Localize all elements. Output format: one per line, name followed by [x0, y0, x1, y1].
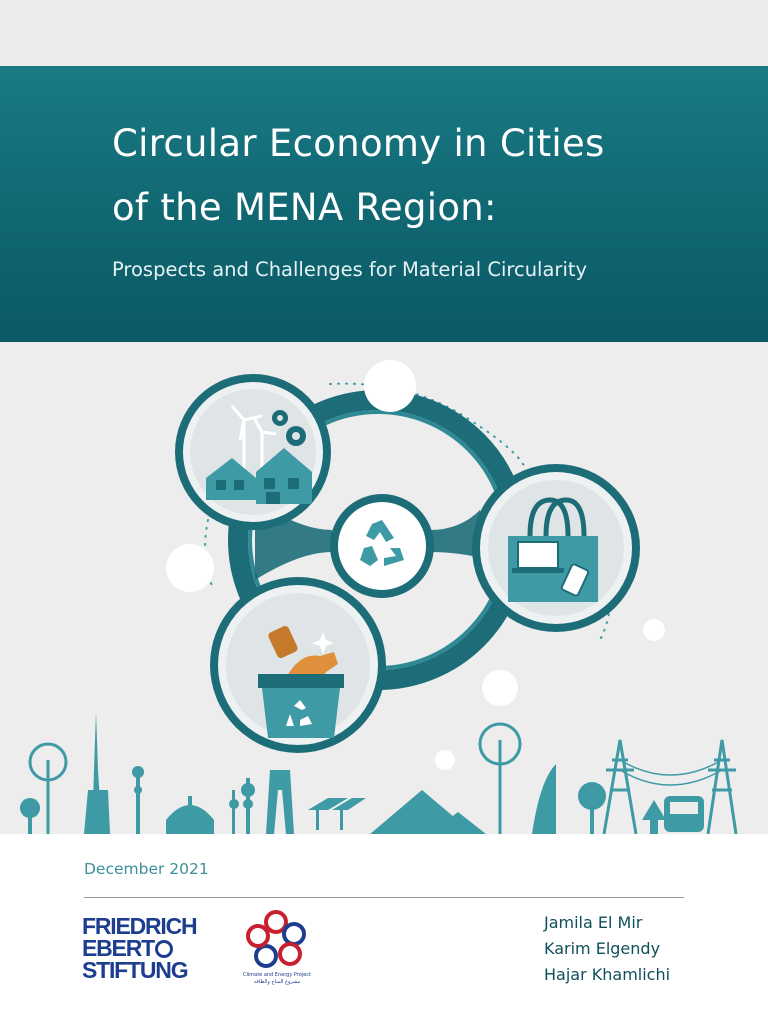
logo-line-2: EBERT	[82, 937, 222, 959]
cover-title	[112, 112, 712, 240]
author-name: Hajar Khamlichi	[544, 965, 671, 984]
cover-footer	[0, 834, 768, 1024]
footer-divider	[84, 897, 684, 898]
shopping-bag-laptop-phone-icon	[472, 464, 640, 632]
recycling-bin-bottle-can-icon	[210, 577, 386, 753]
circular-economy-illustration	[0, 342, 768, 834]
climate-energy-project-emblem-icon	[236, 906, 318, 986]
logo-line-3: STIFTUNG	[82, 957, 188, 983]
partner-logo-caption-arabic: مشروع المناخ والطاقة	[253, 979, 301, 985]
top-margin	[0, 0, 768, 66]
climate-energy-project-logo	[236, 906, 318, 986]
cover-subtitle: Prospects and Challenges for Material Circularity	[112, 258, 588, 281]
logo-circle-icon	[155, 940, 173, 958]
title-line-1: Circular Economy in Cities	[112, 122, 605, 165]
city-skyline-icon	[20, 712, 736, 834]
logo-line-1: FRIEDRICH	[82, 913, 197, 939]
friedrich-ebert-stiftung-logo	[82, 915, 222, 981]
recycle-icon	[330, 494, 434, 598]
houses-wind-turbine-icon	[175, 374, 331, 530]
author-list	[544, 910, 670, 988]
publication-date: December 2021	[84, 860, 209, 878]
title-line-2: of the MENA Region:	[112, 186, 497, 229]
author-name: Karim Elgendy	[544, 939, 661, 958]
author-name: Jamila El Mir	[544, 913, 643, 932]
partner-logo-caption: Climate and Energy Project	[242, 972, 312, 978]
